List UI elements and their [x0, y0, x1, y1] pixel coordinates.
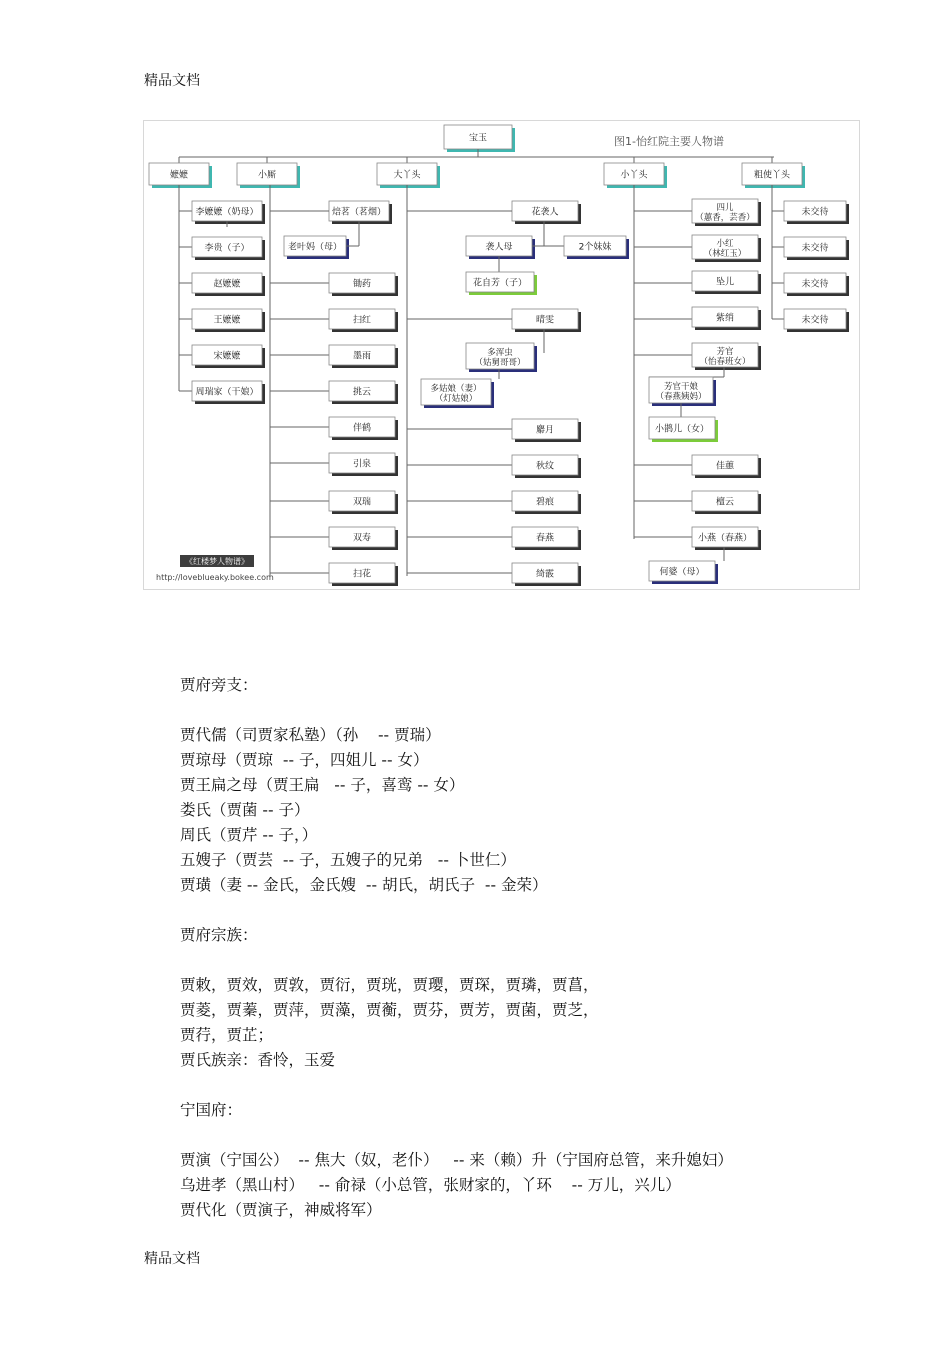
chart-node-label: 小燕（春燕） — [697, 533, 753, 544]
chart-node-label: 晴雯 — [535, 315, 555, 326]
chart-node-label: 花袭人 — [531, 207, 559, 218]
chart-node-label: 周瑞家（干娘） — [195, 387, 259, 398]
chart-node-label: 宝玉 — [468, 133, 488, 144]
chart-node-label: （林红玉） — [703, 249, 747, 259]
chart-node-label: 花自芳（子） — [472, 278, 528, 289]
chart-node-label: 李嬷嬷（奶母） — [195, 207, 259, 218]
chart-node-label: 未交待 — [801, 207, 829, 218]
chart-node-label: 小厮 — [257, 170, 277, 181]
chart-node-label: 紫绡 — [715, 313, 735, 324]
chart-url: http://loveblueaky.bokee.com — [156, 573, 274, 582]
chart-node-label: 碧痕 — [535, 497, 555, 508]
chart-node-label: 芳官 — [716, 347, 734, 357]
chart-node-label: 赵嬷嬷 — [213, 279, 241, 290]
text-line: 乌进孝（黑山村） -- 俞禄（小总管，张财家的，丫环 -- 万儿，兴儿） — [180, 1176, 681, 1194]
chart-node-label: 粗使丫头 — [753, 170, 791, 181]
chart-node-label: （姑舅哥哥） — [474, 358, 526, 368]
text-line: 贾璜（妻 -- 金氏，金氏嫂 -- 胡氏，胡氏子 -- 金荣） — [180, 876, 548, 894]
chart-credit: 《红楼梦人物谱》 — [185, 557, 249, 566]
page-footer: 精品文档 — [144, 1251, 200, 1267]
chart-node-label: 檀云 — [715, 497, 735, 508]
chart-node-label: 麝月 — [535, 425, 555, 436]
text-line: 贾敕，贾效，贾敦，贾衍，贾珖，贾璎，贾琛，贾璘，贾菖， — [180, 976, 599, 994]
text-line: 贾菱，贾蓁，贾萍，贾藻，贾蘅，贾芬，贾芳，贾菌，贾芝， — [180, 1001, 599, 1019]
chart-node-label: （灯姑娘） — [434, 394, 478, 404]
chart-node-label: 四儿 — [716, 203, 734, 213]
chart-node-label: （春燕姨妈） — [655, 392, 707, 402]
chart-node-label: 多浑虫 — [487, 348, 513, 358]
chart-node-label: 引泉 — [352, 459, 372, 470]
section-heading: 贾府旁支： — [180, 676, 258, 694]
chart-node-label: 何婆（母） — [659, 567, 705, 578]
chart-node-label: （蕙香，芸香） — [695, 213, 755, 223]
body-text — [180, 673, 820, 1223]
chart-node-label: 多姑娘（妻） — [430, 384, 482, 394]
chart-node-label: 芳官干娘 — [663, 382, 699, 392]
text-line: 五嫂子（贾芸 -- 子，五嫂子的兄弟 -- 卜世仁） — [180, 851, 516, 869]
text-line: 贾氏族亲：香怜，玉爱 — [180, 1051, 336, 1069]
chart-node-label: 未交待 — [801, 279, 829, 290]
chart-node-label: 未交待 — [801, 315, 829, 326]
chart-node-label: （怡春班女） — [699, 357, 751, 367]
chart-node-label: 双寿 — [352, 533, 372, 544]
chart-node-label: 嬷嬷 — [169, 170, 189, 181]
text-line: 娄氏（贾菌 -- 子） — [180, 801, 310, 819]
section-heading: 宁国府： — [180, 1101, 243, 1119]
chart-node-label: 春燕 — [535, 533, 555, 544]
org-chart — [143, 120, 860, 590]
chart-node-label: 绮霰 — [535, 569, 555, 580]
text-line: 周氏（贾芹 -- 子，） — [180, 826, 318, 844]
chart-node-label: 小红 — [716, 239, 734, 249]
chart-node-label: 秋纹 — [535, 461, 555, 472]
text-line: 贾王扁之母（贾王扁 -- 子，喜鸾 -- 女） — [180, 776, 465, 794]
chart-node-label: 锄药 — [352, 279, 372, 290]
org-chart-svg — [144, 121, 860, 590]
page-header: 精品文档 — [144, 73, 200, 89]
chart-node-label: 袭人母 — [485, 242, 513, 253]
chart-node-label: 李贵（子） — [204, 243, 250, 254]
chart-node-label: 扫红 — [352, 315, 372, 326]
chart-node-label: 焙茗（茗烟） — [331, 207, 387, 218]
chart-node-label: 小丫头 — [620, 170, 648, 181]
chart-node-label: 未交待 — [801, 243, 829, 254]
chart-node-label: 坠儿 — [715, 277, 735, 288]
text-line: 贾演（宁国公） -- 焦大（奴，老仆） -- 来（赖）升（宁国府总管，来升媳妇） — [180, 1151, 733, 1169]
chart-node-label: 挑云 — [352, 387, 372, 398]
text-line: 贾琼母（贾琼 -- 子，四姐儿 -- 女） — [180, 751, 429, 769]
section-heading: 贾府宗族： — [180, 926, 258, 944]
chart-node-label: 小鹊儿（女） — [654, 424, 710, 435]
chart-node-label: 老叶妈（母） — [287, 242, 343, 253]
chart-node-label: 宋嬷嬷 — [213, 351, 241, 362]
chart-node-label: 2个妹妹 — [578, 242, 612, 253]
chart-title: 图1-怡红院主要人物谱 — [614, 135, 724, 148]
chart-node-label: 伴鹤 — [352, 423, 372, 434]
chart-node-label: 双瑞 — [352, 497, 372, 508]
text-line: 贾荇，贾芷； — [180, 1026, 274, 1044]
chart-node-label: 墨雨 — [352, 351, 372, 362]
chart-node-label: 大丫头 — [393, 170, 421, 181]
chart-node-label: 王嬷嬷 — [213, 315, 241, 326]
text-line: 贾代化（贾演子，神威将军） — [180, 1201, 382, 1219]
text-line: 贾代儒（司贾家私塾）（孙 -- 贾瑞） — [180, 726, 441, 744]
chart-node-label: 扫花 — [352, 569, 372, 580]
chart-node-label: 佳蕙 — [715, 461, 735, 472]
